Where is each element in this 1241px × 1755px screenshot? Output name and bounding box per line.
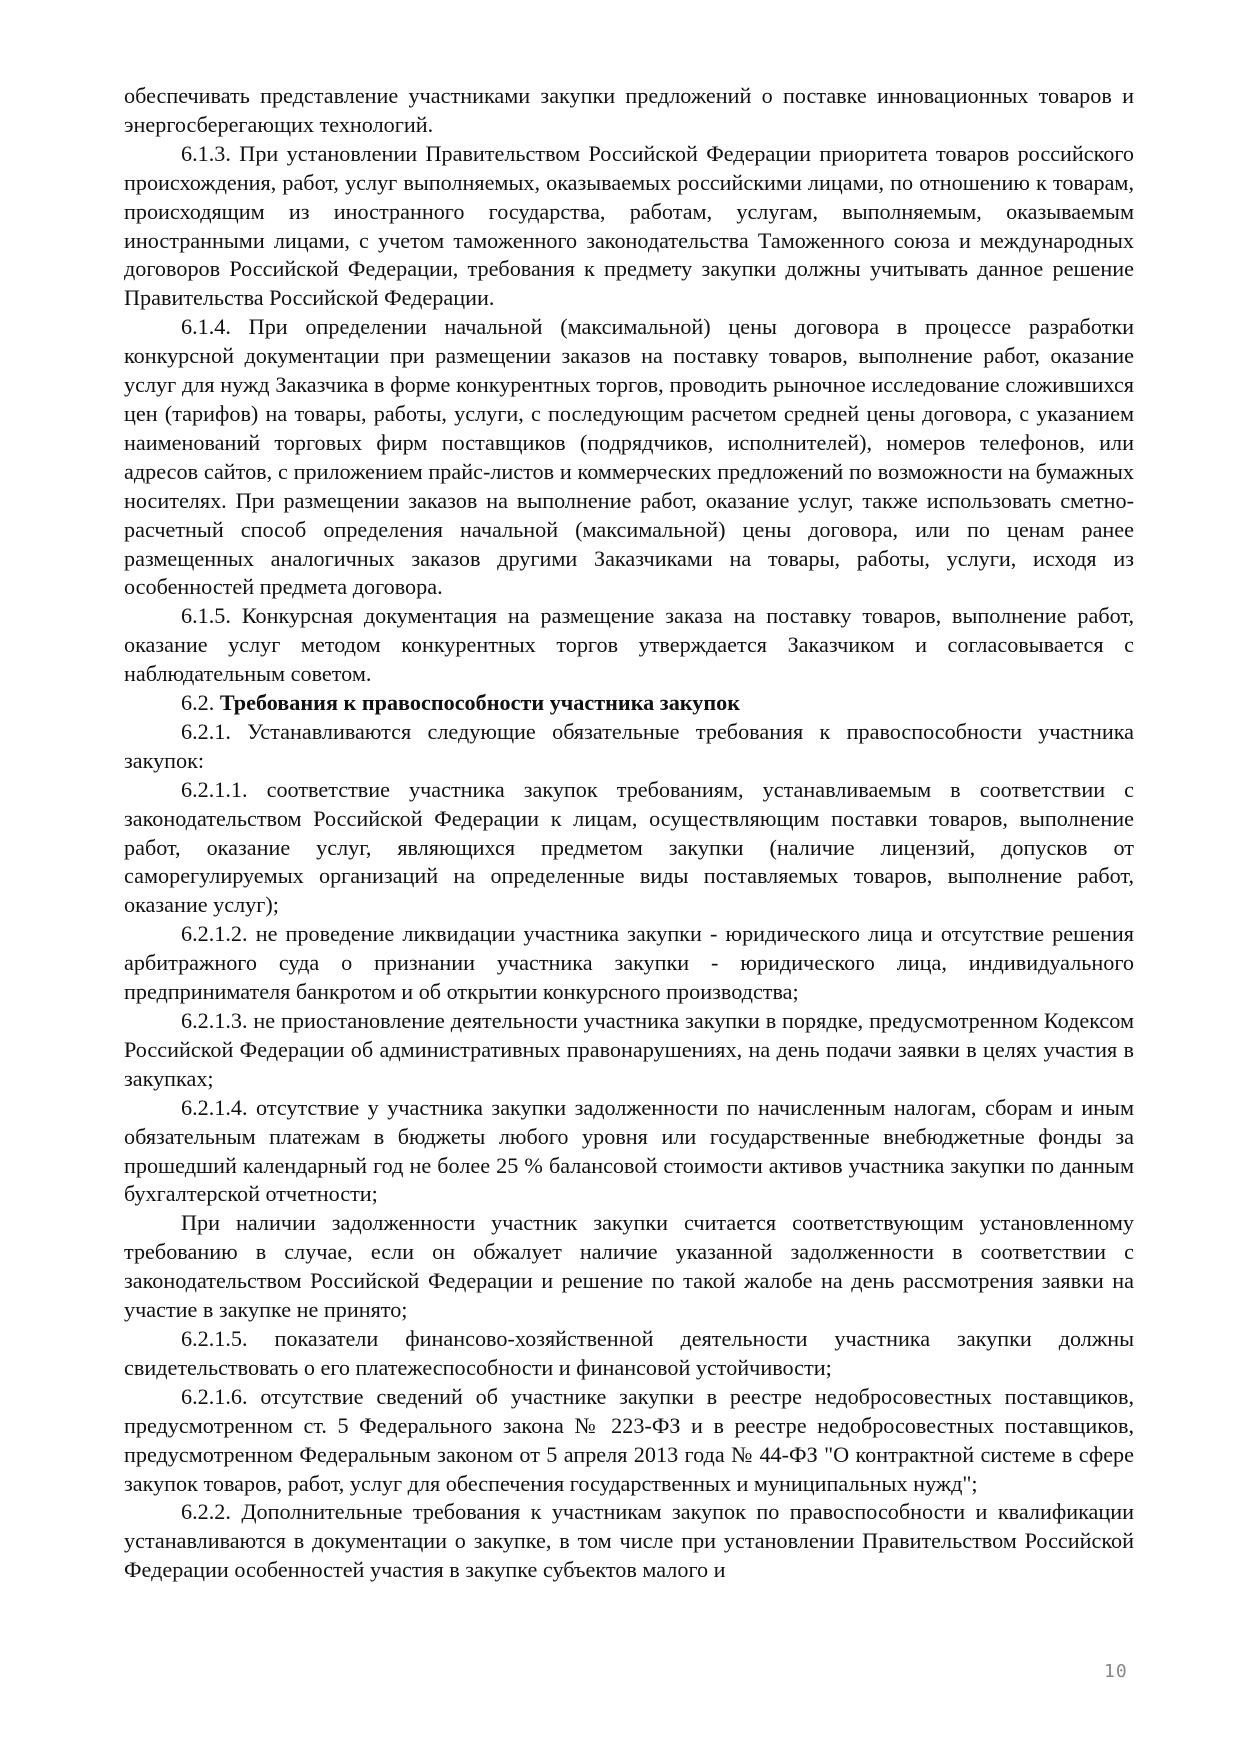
paragraph-6-1-5: 6.1.5. Конкурсная документация на размещение заказа на поставку товаров, выполнение работ, оказание услуг методом конкурентных торгов утверждается Заказчиком и согласовывается с наблюдательным советом. (124, 603, 1134, 687)
paragraph-6-2-1-6: 6.2.1.6. отсутствие сведений об участнике закупки в реестре недобросовестных поставщиков, предусмотренном ст. 5 Федерального закона № 223-ФЗ и в реестре недобросовестных поставщиков, предусмотренном Федеральным законом от 5 апреля 2013 года № 44-ФЗ "О контрактной системе в сфере закупок товаров, работ, услуг для обеспечения государственных и муниципальных нужд"; (124, 1383, 1134, 1496)
paragraph-6-2-1-1: 6.2.1.1. соответствие участника закупок требованиям, устанавливаемым в соответствии с законодательством Российской Федерации к лицам, осуществляющим поставки товаров, выполнение работ, оказание услуг, являющихся предметом закупки (наличие лицензий, допусков от саморегулируемых организаций на определенные виды поставляемых товаров, выполнение работ, оказание услуг); (124, 776, 1134, 918)
paragraph-continuation: обеспечивать представление участниками закупки предложений о поставке инновационных товаров и энергосберегающих технологий. (124, 83, 1134, 137)
paragraph-6-2-1-4: 6.2.1.4. отсутствие у участника закупки задолженности по начисленным налогам, сборам и иным обязательным платежам в бюджеты любого уровня или государственные внебюджетные фонды за прошедший календарный год не более 25 % балансовой стоимости активов участника закупки по данным бухгалтерской отчетности; (124, 1094, 1134, 1207)
document-page (124, 82, 1134, 1585)
paragraph-6-1-3: 6.1.3. При установлении Правительством Российской Федерации приоритета товаров российского происхождения, работ, услуг выполняемых, оказываемых российскими лицами, по отношению к товарам, происходящим из иностранного государства, работам, услугам, выполняемым, оказываемым иностранными лицами, с учетом таможенного законодательства Таможенного союза и международных договоров Российской Федерации, требования к предмету закупки должны учитывать данное решение Правительства Российской Федерации. (124, 140, 1134, 311)
paragraph-6-2-1-5: 6.2.1.5. показатели финансово-хозяйственной деятельности участника закупки должны свидетельствовать о его платежеспособности и финансовой устойчивости; (124, 1325, 1134, 1380)
page-number: 10 (1104, 1661, 1128, 1682)
paragraph-debt-note: При наличии задолженности участник закупки считается соответствующим установленному требованию в случае, если он обжалует наличие указанной задолженности в соответствии с законодательством Российской Федерации и решение по такой жалобе на день рассмотрения заявки на участие в закупке не принято; (124, 1210, 1134, 1323)
section-heading-6-2 (124, 689, 1134, 718)
paragraph-6-2-1: 6.2.1. Устанавливаются следующие обязательные требования к правоспособности участника закупок: (124, 718, 1134, 773)
paragraph-6-1-4: 6.1.4. При определении начальной (максимальной) цены договора в процессе разработки конкурсной документации при размещении заказов на поставку товаров, выполнение работ, оказание услуг для нужд Заказчика в форме конкурентных торгов, проводить рыночное исследование сложившихся цен (тарифов) на товары, работы, услуги, с последующим расчетом средней цены договора, с указанием наименований торговых фирм поставщиков (подрядчиков, исполнителей), номеров телефонов, или адресов сайтов, с приложением прайс-листов и коммерческих предложений по возможности на бумажных носителях. При размещении заказов на выполнение работ, оказание услуг, также использовать сметно-расчетный способ определения начальной (максимальной) цены договора, или по ценам ранее размещенных аналогичных заказов другими Заказчиками на товары, работы, услуги, исходя из особенностей предмета договора. (124, 314, 1134, 600)
section-title: Требования к правоспособности участника закупок (219, 690, 741, 716)
section-number: 6.2. (181, 690, 215, 716)
paragraph-6-2-2: 6.2.2. Дополнительные требования к участникам закупок по правоспособности и квалификации устанавливаются в документации о закупке, в том числе при установлении Правительством Российской Федерации особенностей участия в закупке субъектов малого и (124, 1499, 1134, 1583)
paragraph-6-2-1-2: 6.2.1.2. не проведение ликвидации участника закупки - юридического лица и отсутствие решения арбитражного суда о признании участника закупки - юридического лица, индивидуального предпринимателя банкротом и об открытии конкурсного производства; (124, 921, 1134, 1005)
paragraph-6-2-1-3: 6.2.1.3. не приостановление деятельности участника закупки в порядке, предусмотренном Кодексом Российской Федерации об административных правонарушениях, на день подачи заявки в целях участия в закупках; (124, 1008, 1134, 1091)
